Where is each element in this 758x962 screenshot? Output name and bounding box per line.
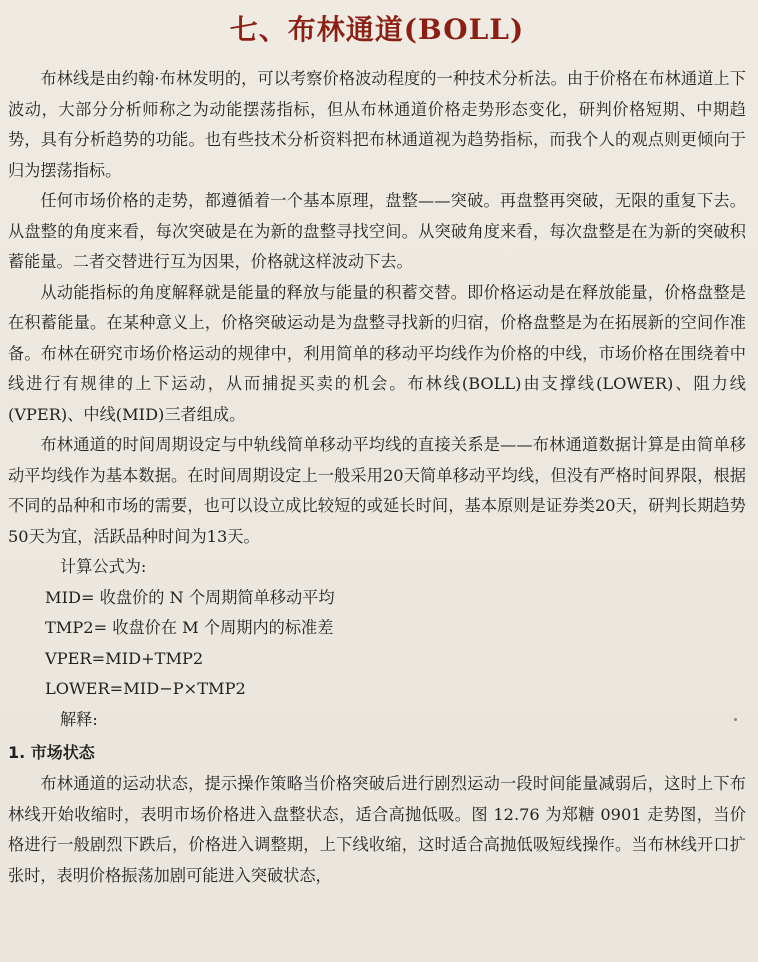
paragraph-4: 布林通道的时间周期设定与中轨线简单移动平均线的直接关系是——布林通道数据计算是由简单移动平均线作为基本数据。在时间周期设定上一般采用20天简单移动平均线，但没有严格时间界限，根据不同的品种和市场的需要，也可以设立成比较短的或延长时间，基本原则是证券类20天，研判长期趋势50天为宜，活跃品种时间为13天。: [8, 435, 746, 546]
section-heading: 1. 市场状态: [8, 743, 95, 762]
section-paragraph: [8, 769, 746, 891]
paragraph-3: 从动能指标的角度解释就是能量的释放与能量的积蓄交替。即价格运动是在释放能量，价格盘整是在积蓄能量。在某种意义上，价格突破运动是为盘整寻找新的归宿，价格盘整是为在拓展新的空间作准备。布林在研究市场价格运动的规律中，利用简单的移动平均线作为价格的中线，市场价格在围绕着中线进行有规律的上下运动，从而捕捉买卖的机会。布林线(BOLL)由支撑线(LOWER)、阻力线(VPER)、中线(MID)三者组成。: [8, 282, 746, 424]
formula-line-tmp2: TMP2= 收盘价在 M 个周期内的标准差: [45, 618, 334, 637]
paragraph-2: 任何市场价格的走势，都遵循着一个基本原理，盘整——突破。再盘整再突破，无限的重复下去。从盘整的角度来看，每次突破是在为新的盘整寻找空间。从突破角度来看，每次盘整是在为新的突破积蓄能量。二者交替进行互为因果，价格就这样波动下去。: [8, 191, 746, 271]
formula-line-mid: MID= 收盘价的 N 个周期简单移动平均: [45, 587, 335, 607]
document-body: [8, 64, 746, 735]
paragraph-1: 布林线是由约翰·布林发明的，可以考察价格波动程度的一种技术分析法。由于价格在布林通道上下波动，大部分分析师称之为动能摆荡指标，但从布林通道价格走势形态变化，研判价格短期、中期趋势，具有分析趋势的功能。也有些技术分析资料把布林通道视为趋势指标，而我个人的观点则更倾向于归为摆荡指标。: [8, 69, 746, 180]
page-title: 七、布林通道(BOLL): [229, 13, 525, 46]
formula-intro: 计算公式为:: [60, 557, 147, 576]
formula-line-lower: LOWER=MID−P×TMP2: [45, 679, 246, 698]
print-speck: [734, 718, 737, 721]
section-paragraph-text: 布林通道的运动状态，提示操作策略当价格突破后进行剧烈运动一段时间能量减弱后，这时上下布林线开始收缩时，表明市场价格进入盘整状态，适合高抛低吸。图 12.76 为郑糖 0901 走势图，当价格进行一般剧烈下跌后，价格进入调整期，上下线收缩，这时适合高抛低吸短线操作。当布林线开口扩张时，表明价格振荡加剧可能进入突破状态，: [8, 774, 746, 885]
formula-line-vper: VPER=MID+TMP2: [45, 648, 204, 668]
explanation-label: 解释:: [60, 709, 98, 729]
